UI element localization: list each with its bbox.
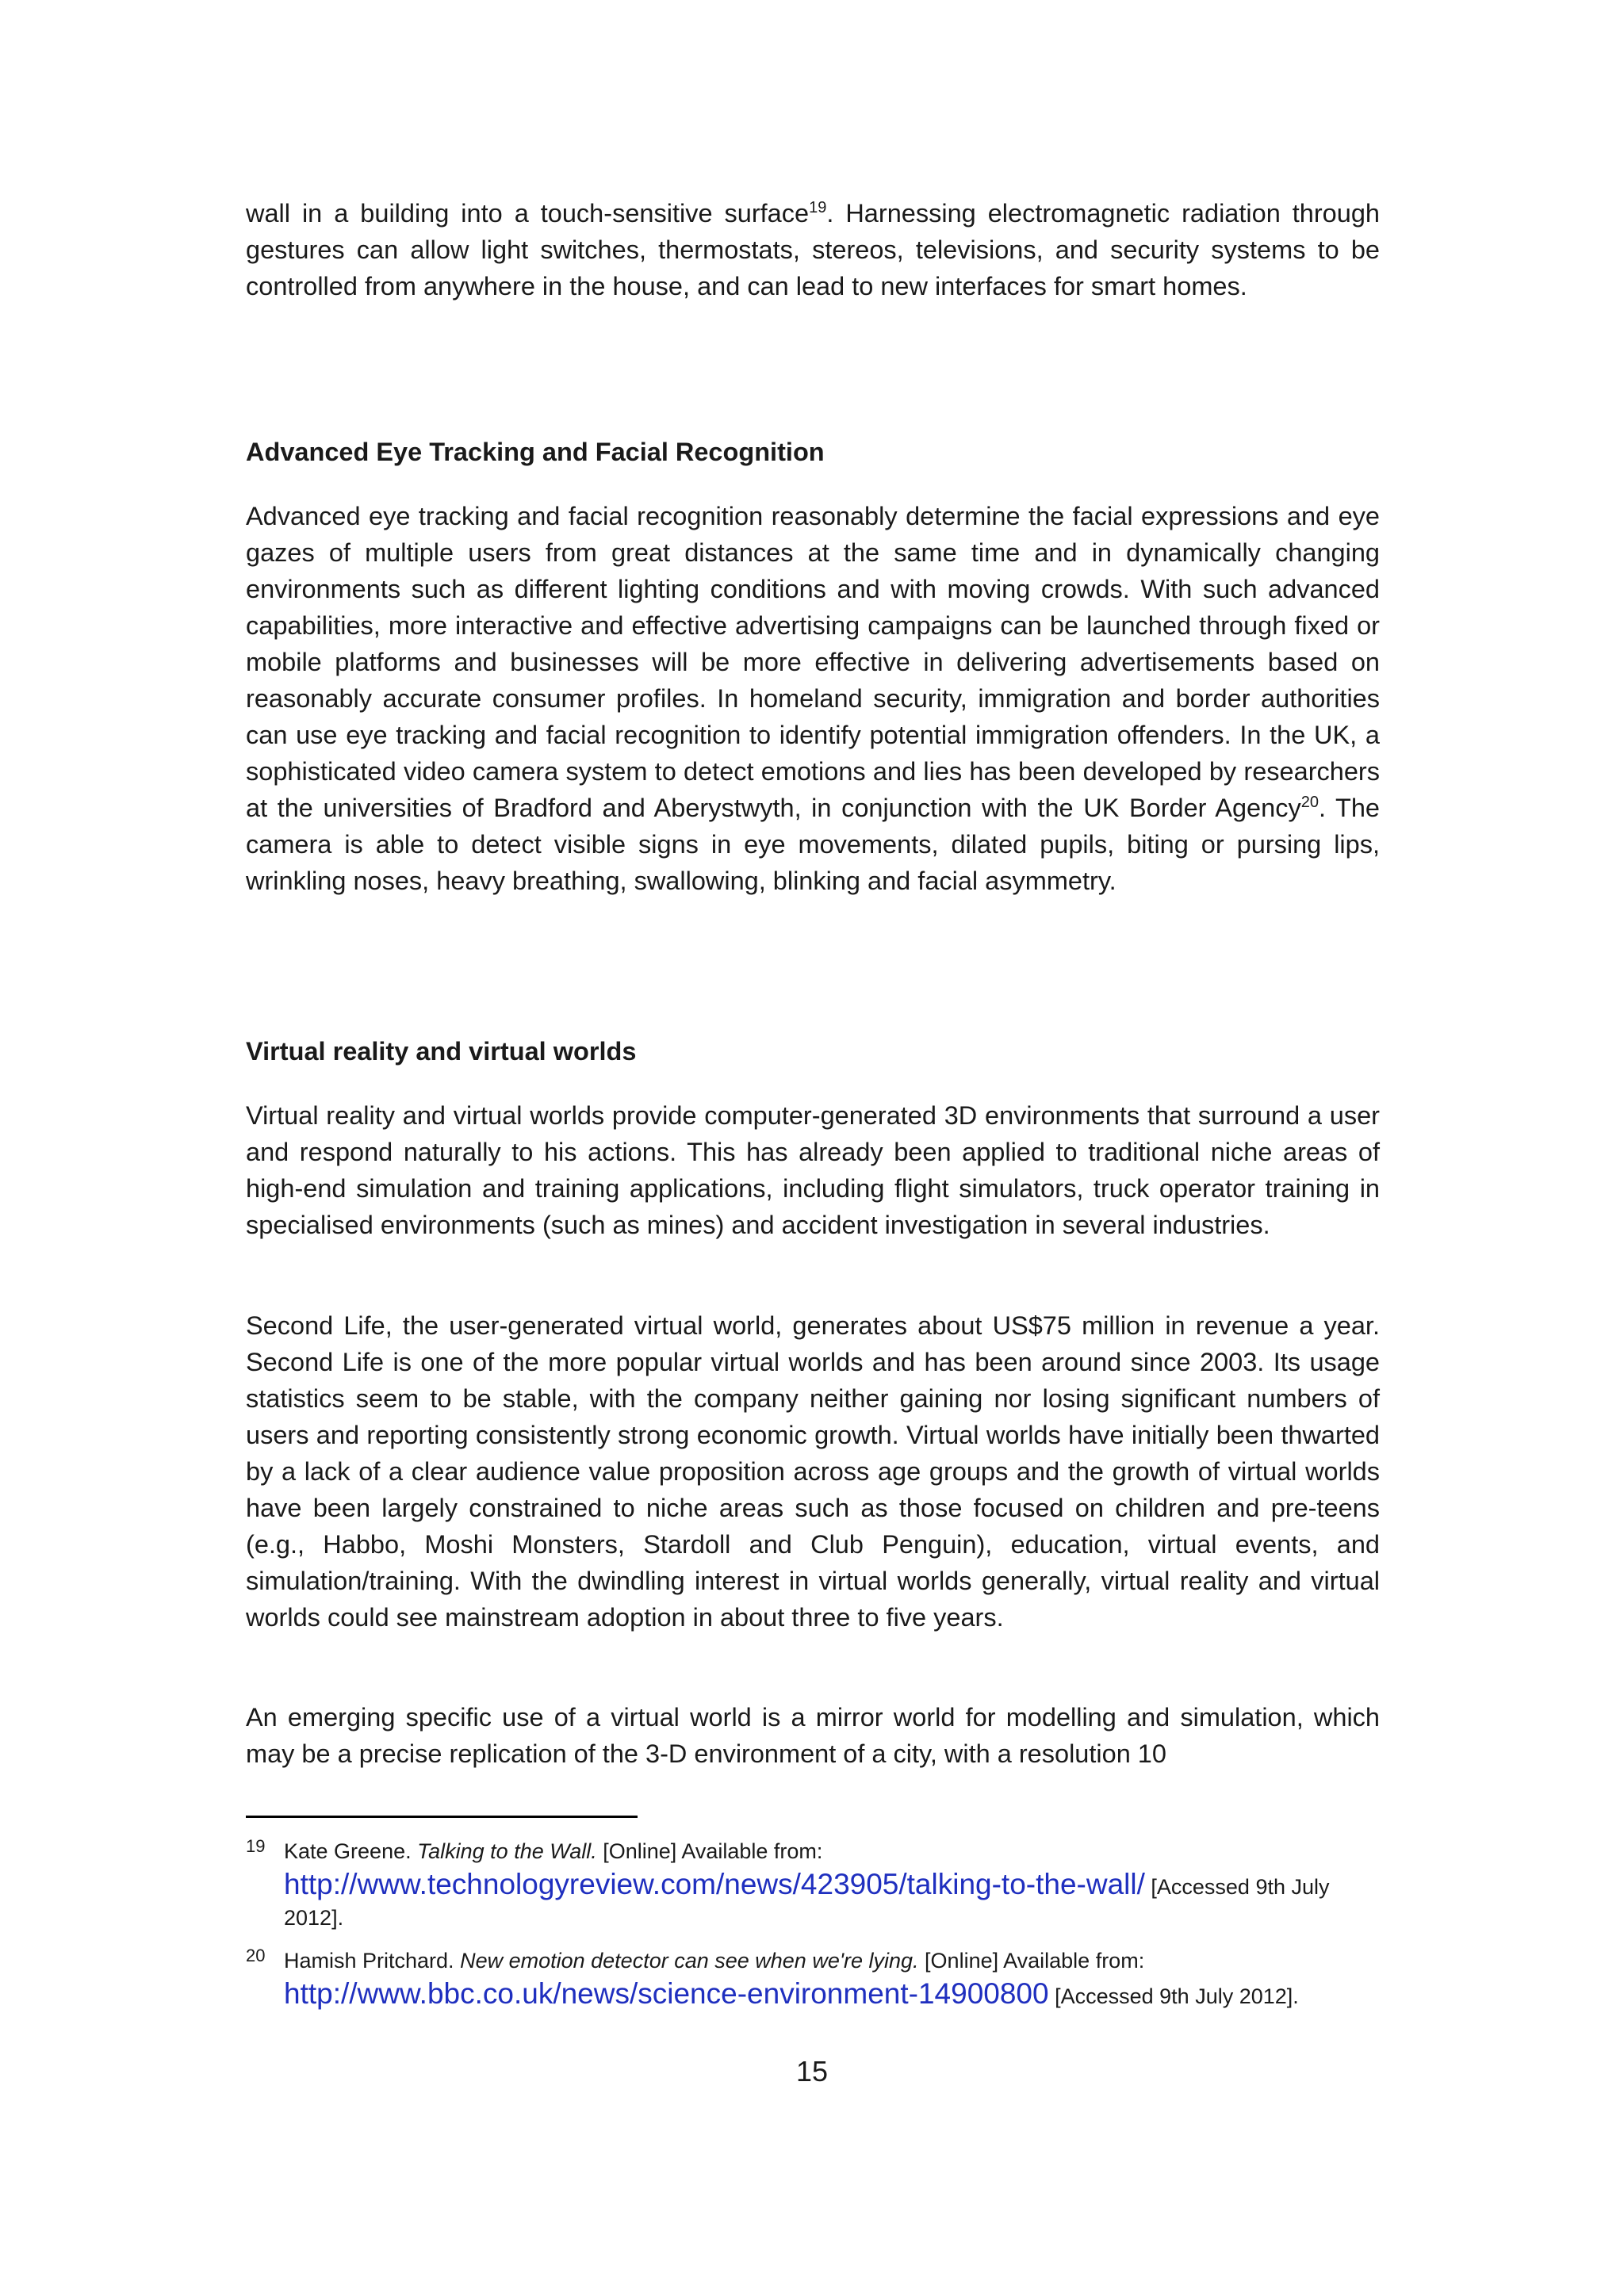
section-heading-eye-tracking: Advanced Eye Tracking and Facial Recognition — [246, 438, 825, 466]
section-heading-virtual-reality: Virtual reality and virtual worlds — [246, 1037, 637, 1066]
page-number: 15 — [795, 2055, 829, 2087]
footnote-title: New emotion detector can see when we're lying. — [460, 1949, 919, 1973]
paragraph-vr-intro: Virtual reality and virtual worlds provide computer-generated 3D environments that surround a user and respond naturally to his actions. This has already been applied to traditional niche areas of high-end simulation and training applications, including flight simulators, truck operator training in specialised environments (such as mines) and accident investigation in several industries. — [246, 1101, 1380, 1239]
paragraph-smart-homes — [246, 195, 1380, 304]
paragraph-text: wall in a building into a touch-sensitive surface — [246, 199, 810, 228]
footnote-text — [246, 1946, 1388, 2013]
footnote-author: Hamish Pritchard. — [284, 1949, 461, 1973]
footnote-author: Kate Greene. — [284, 1839, 418, 1863]
footnote-text — [246, 1837, 1388, 1932]
footnote-number: 19 — [246, 1836, 266, 1856]
footnote-link[interactable]: http://www.bbc.co.uk/news/science-environment-14900800 — [284, 1977, 1049, 2010]
footnote-accessed: [Accessed 9th July 2012]. — [1048, 1984, 1299, 2008]
paragraph-mirror-world: An emerging specific use of a virtual world is a mirror world for modelling and simulation, which may be a precise replication of the 3-D environment of a city, with a resolution 10 — [246, 1703, 1380, 1768]
paragraph-text: . The camera is able to detect visible signs in eye movements, dilated pupils, biting or pursing lips, wrinkling noses, heavy breathing, swallowing, blinking and facial asymmetry. — [246, 794, 1380, 895]
footnote-title: Talking to the Wall. — [417, 1839, 597, 1863]
paragraph-text: . Harnessing electromagnetic radiation through gestures can allow light switches, thermostats, stereos, televisions, and security systems to be controlled from anywhere in the house, and can lead to new interfaces for smart homes. — [246, 199, 1380, 300]
footnote-link[interactable]: http://www.technologyreview.com/news/423905/talking-to-the-wall/ — [284, 1868, 1145, 1900]
footnote-availability: [Online] Available from: — [918, 1949, 1145, 1973]
footnote-ref-20[interactable]: 20 — [1300, 794, 1319, 812]
paragraph-eye-tracking — [246, 498, 1380, 899]
footnote-availability: [Online] Available from: — [596, 1839, 823, 1863]
footnote-20 — [246, 1946, 1388, 2013]
footnote-separator — [246, 1816, 638, 1818]
paragraph-text: Advanced eye tracking and facial recognition reasonably determine the facial expressions and eye gazes of multiple users from great distances at the same time and in dynamically changing environments such as different lighting conditions and with moving crowds. With such advanced capabilities, more interactive and effective advertising campaigns can be launched through fixed or mobile platforms and businesses will be more effective in delivering advertisements based on reasonably accurate consumer profiles. In homeland security, immigration and border authorities can use eye tracking and facial recognition to identify potential immigration offenders. In the UK, a sophisticated video camera system to detect emotions and lies has been developed by researchers at the universities of Bradford and Aberystwyth, in conjunction with the UK Border Agency — [246, 502, 1380, 822]
footnote-ref-19[interactable]: 19 — [809, 199, 827, 217]
footnote-19 — [246, 1837, 1388, 1932]
footnote-accessed: [Accessed 9th July 2012]. — [284, 1875, 1330, 1930]
paragraph-second-life: Second Life, the user-generated virtual world, generates about US$75 million in revenue a year. Second Life is one of the more popular virtual worlds and has been around since 2003. Its usage statistics seem to be stable, with the company neither gaining nor losing significant numbers of users and reporting consistently strong economic growth. Virtual worlds have initially been thwarted by a lack of a clear audience value proposition across age groups and the growth of virtual worlds have been largely constrained to niche areas such as those focused on children and pre-teens (e.g., Habbo, Moshi Monsters, Stardoll and Club Penguin), education, virtual events, and simulation/training. With the dwindling interest in virtual worlds generally, virtual reality and virtual worlds could see mainstream adoption in about three to five years. — [246, 1311, 1380, 1632]
footnote-number: 20 — [246, 1946, 266, 1965]
